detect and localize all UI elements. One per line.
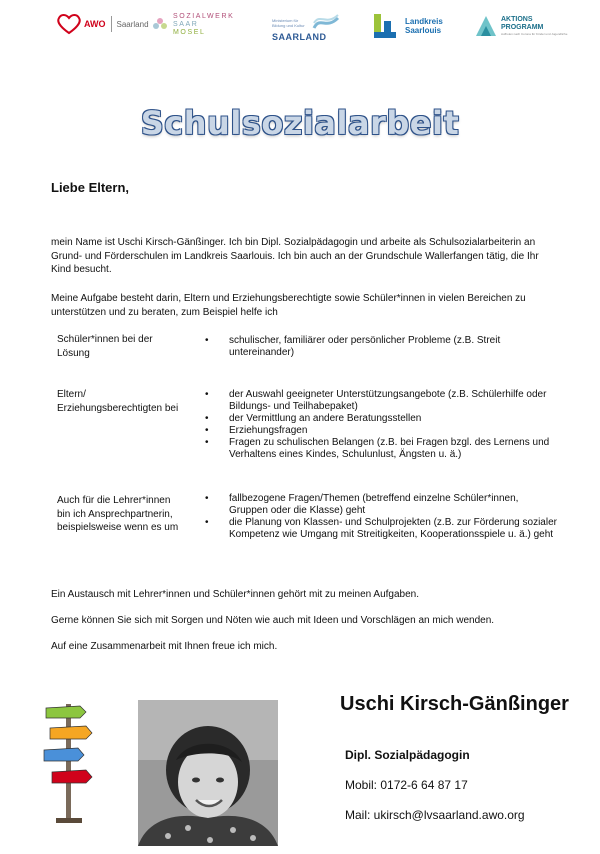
landkreis-emblem-icon — [372, 12, 402, 40]
sozialwerk-line2: SAAR — [173, 21, 199, 28]
saarland-wave-icon — [312, 14, 340, 32]
section-list-parents — [205, 389, 560, 461]
landkreis-line2: Saarlouis — [405, 26, 442, 35]
aktionsprogramm-line2: PROGRAMM — [501, 24, 544, 31]
section-list-students — [205, 335, 560, 359]
greeting: Liebe Eltern, — [51, 180, 130, 195]
sozialwerk-line3: MOSEL — [173, 29, 206, 36]
awo-region: Saarland — [116, 19, 149, 29]
aktionsprogramm-subtitle: Aufholen nach Corona für Kinder und Jugendliche — [501, 32, 568, 36]
list-item: • die Planung von Klassen- und Schulprojekten (z.B. zur Förderung sozialer Kompetenz wie Umgang mit Streitigkeiten, Kooperationsspiele u. ä.) geht — [205, 517, 560, 541]
list-item: • Erziehungsfragen — [205, 425, 560, 437]
aktionsprogramm-logo — [474, 14, 567, 38]
heart-icon — [56, 13, 82, 35]
awo-logo — [56, 13, 149, 35]
aktionsprogramm-arrow-icon — [474, 14, 498, 38]
saarland-name: SAARLAND — [272, 32, 327, 42]
portrait-photo — [138, 700, 278, 846]
closing-line-1: Ein Austausch mit Lehrer*innen und Schüler*innen gehört mit zu meinen Aufgaben. — [51, 589, 420, 600]
portrait-image — [138, 700, 278, 846]
saarland-ministry: Ministerium für Bildung und Kultur — [272, 18, 305, 28]
closing-line-3: Auf eine Zusammenarbeit mit Ihnen freue ich mich. — [51, 641, 278, 652]
saarland-logo — [272, 14, 340, 42]
closing-line-2: Gerne können Sie sich mit Sorgen und Nöten wie auch mit Ideen und Vorschlägen an mich wenden. — [51, 615, 495, 626]
contact-role: Dipl. Sozialpädagogin — [345, 748, 470, 762]
signpost-illustration — [40, 700, 98, 826]
contact-name: Uschi Kirsch-Gänßinger — [340, 693, 569, 715]
landkreis-logo — [372, 12, 443, 40]
logo-divider — [111, 16, 112, 32]
list-item: • fallbezogene Fragen/Themen (betreffend einzelne Schüler*innen, Gruppen oder die Klasse) geht — [205, 493, 560, 517]
contact-email: Mail: ukirsch@lvsaarland.awo.org — [345, 808, 525, 822]
list-item: • der Vermittlung an andere Beratungsstellen — [205, 413, 560, 425]
sozialwerk-logo — [152, 13, 234, 37]
logo-bar — [0, 0, 600, 60]
section-label-parents: Eltern/ Erziehungsberechtigten bei — [57, 389, 179, 414]
list-item: • der Auswahl geeigneter Unterstützungsangebote (z.B. Schülerhilfe oder Bildungs- und Teilhabepaket) — [205, 389, 560, 413]
section-list-teachers — [205, 493, 560, 541]
intro-paragraph: mein Name ist Uschi Kirsch-Gänßinger. Ich bin Dipl. Sozialpädagogin und arbeite als Schulsozialarbeiterin an Grund- und Förderschulen im Landkreis Saarlouis. Ich bin auch an der Grundschule Wallerfangen tätig, die Ihr Kind besucht. — [51, 237, 539, 275]
flower-icon — [152, 17, 168, 33]
section-label-teachers: Auch für die Lehrer*innen bin ich Ansprechpartnerin, beispielsweise wenn es um — [57, 495, 179, 533]
list-item: • Fragen zu schulischen Belangen (z.B. bei Fragen bzgl. des Lernens und Verhaltens eines Kindes, Schulunlust, Ängsten u. ä.) — [205, 437, 560, 461]
aktionsprogramm-line1: AKTIONS — [501, 16, 533, 23]
task-intro-paragraph: Meine Aufgabe besteht darin, Eltern und Erziehungsberechtigte sowie Schüler*innen in vielen Bereichen zu unterstützen und zu beraten, zum Beispiel helfe ich — [51, 293, 526, 318]
landkreis-line1: Landkreis — [405, 17, 443, 26]
section-label-students: Schüler*innen bei der Lösung — [57, 334, 153, 359]
list-item: • schulischer, familiärer oder persönlicher Probleme (z.B. Streit untereinander) — [205, 335, 560, 359]
contact-phone: Mobil: 0172-6 64 87 17 — [345, 778, 468, 792]
awo-brand: AWO — [84, 19, 106, 29]
page-title: Schulsozialarbeit — [140, 104, 460, 142]
sozialwerk-line1: SOZIALWERK — [173, 13, 235, 20]
